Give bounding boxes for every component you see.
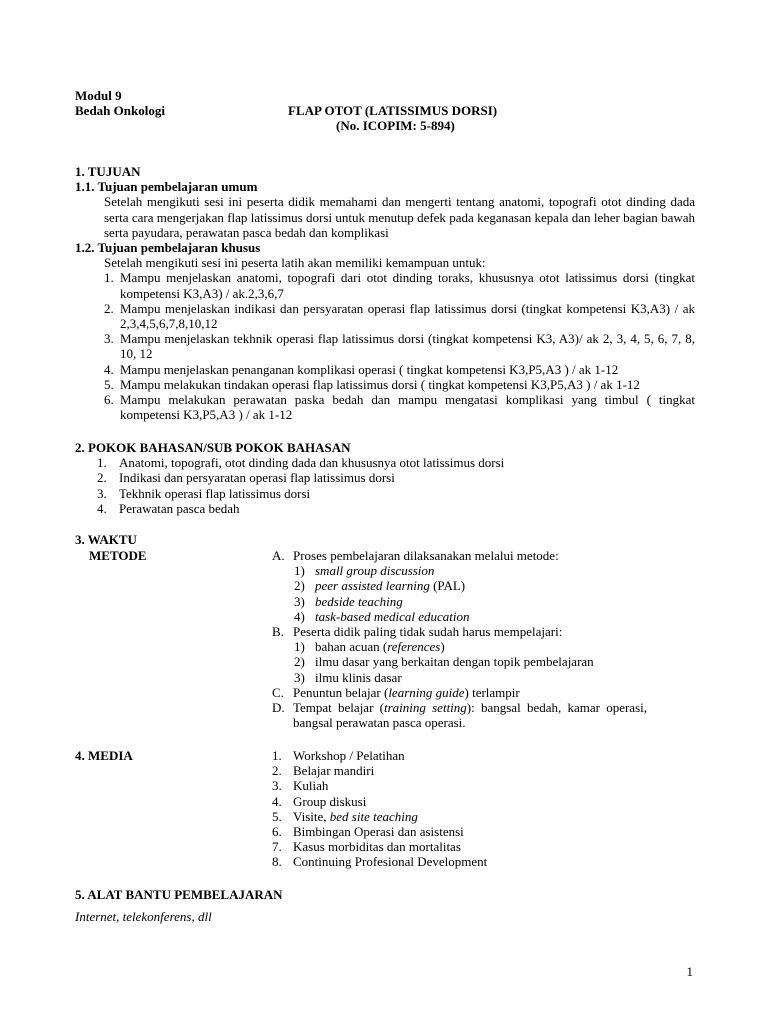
khusus-intro: Setelah mengikuti sesi ini peserta latih akan memiliki kemampuan untuk: [104, 255, 486, 271]
item-text-post: ) terlampir [464, 684, 520, 700]
list-number: 7. [272, 839, 282, 855]
bidang-label: Bedah Onkologi [75, 103, 165, 119]
media-list [272, 748, 647, 870]
pokok-list [75, 455, 695, 516]
list-item [272, 763, 647, 778]
modul-number: Modul 9 [75, 88, 122, 103]
umum-paragraph: Setelah mengikuti sesi ini peserta didik memahami dan mengerti tentang anatomi, topografi otot dinding dada serta cara mengerjakan flap latissimus dorsi untuk menutup defek pada keganasan kepala dan leher bagian bawah serta payudara, perawatan pasca bedah dan komplikasi [104, 194, 695, 240]
list-number: 2. [272, 763, 282, 779]
list-text: Mampu melakukan perawatan paska bedah dan mampu mengatasi komplikasi yang timbul ( tingkat kompetensi K3,P5,A3 ) / ak 1-12 [120, 392, 695, 423]
section-heading-waktu: 3. WAKTU [75, 532, 137, 547]
list-item [272, 748, 647, 763]
sub-item [272, 609, 647, 624]
item-marker: A. [272, 548, 285, 563]
alat-text: Internet, telekonferens, dll [75, 909, 212, 924]
sub-text: bahan acuan ( [315, 639, 388, 655]
sub-text: task-based medical education [315, 608, 470, 624]
item-text-em: learning guide [388, 684, 465, 700]
list-number: 6. [272, 824, 282, 840]
list-item [97, 486, 695, 501]
subsection-heading: 1.1. Tujuan pembelajaran umum [75, 179, 258, 195]
list-text: Workshop / Pelatihan [293, 748, 405, 763]
list-number: 4. [104, 361, 114, 377]
icopim-code: (No. ICOPIM: 5-894) [336, 118, 455, 133]
list-item [272, 839, 647, 854]
list-text: Visite, [293, 808, 330, 824]
list-text: Anatomi, topografi, otot dinding dada dan khususnya otot latissimus dorsi [119, 455, 505, 471]
khusus-list [75, 270, 695, 422]
list-item [104, 270, 695, 300]
metode-label: METODE [89, 548, 147, 563]
list-number: 3. [104, 331, 114, 347]
list-number: 4. [97, 500, 107, 516]
sub-number: 2) [294, 654, 305, 670]
sub-item [272, 670, 647, 685]
sub-text: small group discussion [315, 563, 435, 579]
list-number: 5. [104, 376, 114, 392]
item-text-post: ): bangsal bedah, kamar operasi, bangsal perawatan pasca operasi. [293, 700, 647, 731]
metode-item-c [272, 685, 647, 700]
list-number: 1. [104, 270, 114, 286]
list-number: 1. [272, 748, 282, 763]
item-text: Peserta didik paling tidak sudah harus mempelajari: [293, 624, 563, 640]
sub-number: 1) [294, 639, 305, 655]
list-text: Belajar mandiri [293, 763, 375, 779]
list-item [104, 392, 695, 422]
section-pokok-bahasan [75, 440, 695, 516]
sub-text-post: ) [440, 639, 445, 655]
sub-number: 2) [294, 578, 305, 594]
metode-content [272, 548, 647, 730]
section-heading: 1. TUJUAN [75, 164, 141, 179]
list-text: Perawatan pasca bedah [119, 500, 240, 516]
item-text-em: training setting [383, 700, 467, 716]
sub-item [272, 594, 647, 609]
item-text: Tempat belajar ( [293, 700, 384, 716]
list-number: 8. [272, 854, 282, 870]
sub-item [272, 654, 647, 669]
list-number: 3. [272, 778, 282, 794]
sub-text-em: references [387, 639, 441, 655]
list-text: Mampu melakukan tindakan operasi flap latissimus dorsi ( tingkat kompetensi K3,P5,A3 ) / ak 1-12 [120, 376, 640, 392]
list-number: 1. [97, 455, 107, 471]
list-text: Mampu menjelaskan anatomi, topografi dari otot dinding toraks, khususnya otot latissimus dorsi (tingkat kompetensi K3,A3) / ak.2,3,6,7 [120, 270, 695, 301]
list-number: 3. [97, 485, 107, 501]
section-tujuan [75, 164, 695, 422]
list-text: Continuing Profesional Development [293, 854, 488, 870]
list-number: 5. [272, 808, 282, 824]
item-marker: D. [272, 700, 285, 716]
list-item [272, 854, 647, 869]
list-item [97, 501, 695, 516]
section-heading-alat: 5. ALAT BANTU PEMBELAJARAN [75, 887, 283, 902]
list-number: 6. [104, 392, 114, 408]
list-item [97, 455, 695, 470]
list-text: Kasus morbiditas dan mortalitas [293, 839, 461, 855]
sub-text: ilmu klinis dasar [315, 669, 402, 685]
metode-item-b [272, 624, 647, 639]
list-number: 2. [104, 300, 114, 316]
sub-number: 3) [294, 593, 305, 609]
item-text: Penuntun belajar ( [293, 684, 389, 700]
list-item [97, 470, 695, 485]
list-text-em: bed site teaching [329, 808, 418, 824]
list-number: 2. [97, 470, 107, 486]
sub-text: bedside teaching [315, 593, 403, 609]
list-item [104, 301, 695, 331]
list-text: Mampu menjelaskan indikasi dan persyaratan operasi flap latissimus dorsi (tingkat kompetensi K3,A3) / ak 2,3,4,5,6,7,8,10,12 [120, 300, 695, 332]
list-text: Indikasi dan persyaratan operasi flap latissimus dorsi [119, 470, 395, 486]
sub-suffix: (PAL) [429, 578, 466, 594]
header-left [75, 88, 165, 118]
list-item [104, 331, 695, 361]
metode-item-d [272, 700, 647, 730]
list-text: Kuliah [293, 778, 329, 794]
section-heading-media: 4. MEDIA [75, 748, 133, 763]
list-item [272, 778, 647, 793]
list-item [272, 809, 647, 824]
sub-text: ilmu dasar yang berkaitan dengan topik pembelajaran [315, 654, 594, 670]
item-marker: C. [272, 684, 284, 700]
list-item [104, 362, 695, 377]
sub-number: 4) [294, 608, 305, 624]
sub-number: 3) [294, 669, 305, 685]
sub-item [272, 578, 647, 593]
list-text: Tekhnik operasi flap latissimus dorsi [119, 485, 311, 501]
sub-number: 1) [294, 563, 305, 579]
metode-item-a [272, 548, 647, 563]
section-heading: 2. POKOK BAHASAN/SUB POKOK BAHASAN [75, 440, 351, 455]
list-item [104, 377, 695, 392]
list-text: Mampu menjelaskan tekhnik operasi flap latissimus dorsi (tingkat kompetensi K3, A3)/ ak 2, 3, 4, 5, 6, 7, 8, 10, 12 [120, 331, 695, 362]
sub-item [272, 563, 647, 578]
sub-item [272, 639, 647, 654]
list-text: Mampu menjelaskan penanganan komplikasi operasi ( tingkat kompetensi K3,P5,A3 ) / ak 1-12 [120, 361, 619, 377]
list-number: 4. [272, 793, 282, 809]
page-number: 1 [686, 964, 693, 979]
list-text: Group diskusi [293, 793, 367, 809]
document-title: FLAP OTOT (LATISSIMUS DORSI) [288, 103, 498, 118]
item-text: Proses pembelajaran dilaksanakan melalui metode: [293, 548, 559, 563]
sub-text: peer assisted learning [315, 578, 430, 594]
list-item [272, 794, 647, 809]
subsection-heading: 1.2. Tujuan pembelajaran khusus [75, 240, 261, 256]
item-marker: B. [272, 624, 284, 640]
list-item [272, 824, 647, 839]
list-text: Bimbingan Operasi dan asistensi [293, 824, 464, 840]
